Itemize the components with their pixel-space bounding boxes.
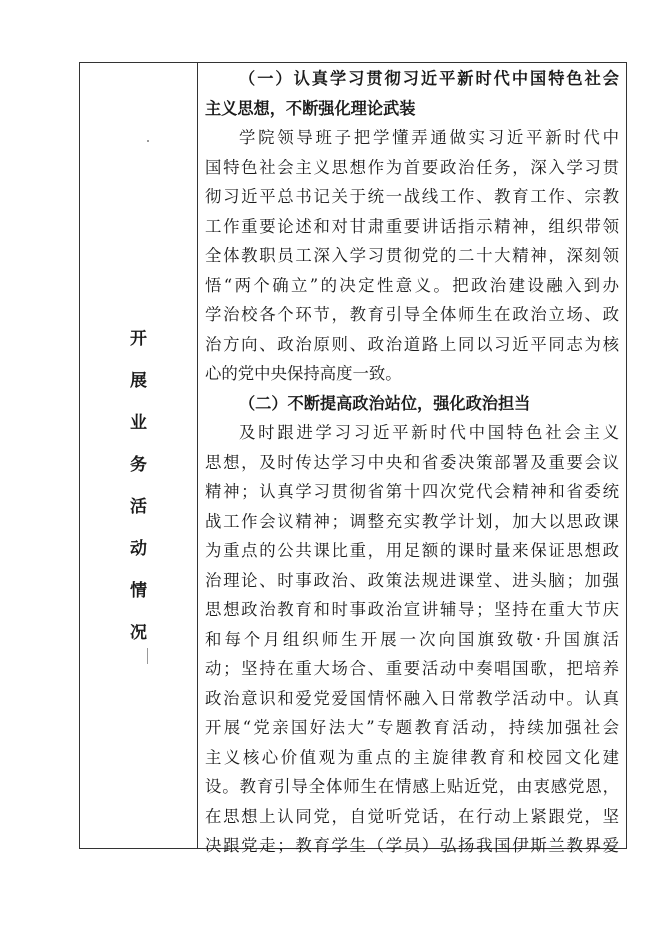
paragraph-line: 主义核心价值观为重点的主旋律教育和校园文化建 (205, 747, 619, 767)
paragraph-line: 设。教育引导全体师生在情感上贴近党，由衷感党恩， (205, 777, 619, 796)
side-label-char: 情 (130, 581, 147, 601)
section-heading-line: 主义思想，不断强化理论武装 (205, 98, 416, 118)
paragraph-line: 治理论、时事政治、政策法规进课堂、进头脑；加强 (205, 570, 619, 590)
paragraph-line: 思想政治教育和时事政治宣讲辅导；坚持在重大节庆 (205, 600, 619, 619)
paragraph-line: 全体教职员工深入学习贯彻党的二十大精神，深刻领 (205, 246, 619, 265)
paragraph-line: 在思想上认同党，自觉听党话，在行动上紧跟党，坚 (205, 806, 619, 826)
side-label-char: 展 (130, 371, 147, 391)
paragraph-line: 为重点的公共课比重，用足额的课时量来保证思想政 (205, 541, 619, 560)
scan-mark (147, 140, 149, 142)
paragraph-line: 精神；认真学习贯彻省第十四次党代会精神和省委统 (205, 482, 619, 501)
paragraph-line: 学院领导班子把学懂弄通做实习近平新时代中 (239, 128, 619, 147)
paragraph-line: 工作重要论述和对甘肃重要讲话指示精神，组织带领 (205, 216, 619, 236)
side-label-char: 活 (130, 497, 147, 517)
side-label-char: 务 (130, 455, 147, 475)
paragraph-line: 学治校各个环节，教育引导全体师生在政治立场、政 (205, 305, 619, 324)
paragraph-line: 思想，及时传达学习中央和省委决策部署及重要会议 (205, 452, 619, 472)
paragraph-line: 战工作会议精神；调整充实教学计划，加大以思政课 (205, 511, 619, 531)
side-label-char: 况 (130, 623, 147, 643)
paragraph-line: 国特色社会主义思想作为首要政治任务，深入学习贯 (205, 157, 619, 177)
paragraph-line: 动；坚持在重大场合、重要活动中奏唱国歌，把培养 (205, 659, 619, 678)
paragraph-line: 开展“党亲国好法大”专题教育活动，持续加强社会 (205, 718, 619, 737)
content-body (199, 64, 625, 861)
paragraph-line: 决跟党走；教育学生（学员）弘扬我国伊斯兰教界爱 (205, 836, 619, 855)
paragraph-line: 及时跟进学习习近平新时代中国特色社会主义 (239, 423, 619, 442)
side-label-char: 动 (130, 539, 147, 559)
scan-mark (147, 648, 148, 664)
side-label-char: 开 (130, 329, 147, 349)
side-label-column (80, 63, 197, 848)
paragraph-line: 政治意识和爱党爱国情怀融入日常教学活动中。认真 (205, 688, 619, 708)
paragraph-line: 心的党中央保持高度一致。 (205, 364, 402, 383)
section-heading-line: （二）不断提高政治站位，强化政治担当 (239, 393, 531, 413)
paragraph-line: 和每个月组织师生开展一次向国旗致敬·升国旗活 (205, 629, 619, 649)
paragraph-line: 悟“两个确立”的决定性意义。把政治建设融入到办 (205, 275, 619, 295)
column-divider (197, 63, 198, 848)
section-heading-line: （一）认真学习贯彻习近平新时代中国特色社会 (239, 69, 619, 88)
paragraph-line: 彻习近平总书记关于统一战线工作、教育工作、宗教 (205, 187, 619, 206)
paragraph-line: 治方向、政治原则、政治道路上同以习近平同志为核 (205, 334, 619, 354)
side-label-char: 业 (130, 413, 147, 433)
